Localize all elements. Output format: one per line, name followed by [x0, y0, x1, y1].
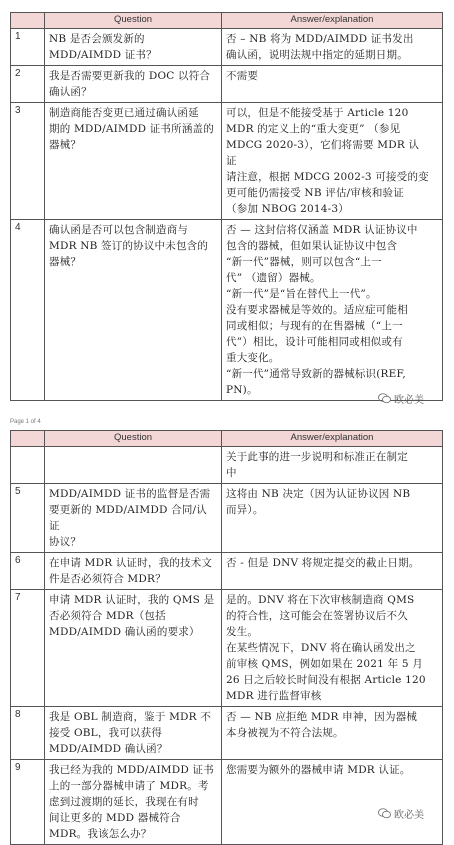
page-label: Page 1 of 4 — [10, 419, 41, 425]
question-cell — [45, 220, 222, 401]
watermark-text: 欧必美 — [394, 395, 424, 406]
answer-text: 前审核 QMS，例如如果在 2021 年 5 月 — [226, 658, 423, 670]
question-text: 制造商能否变更已通过确认函延 — [49, 107, 199, 119]
question-text: 确认函是否可以包含制造商与 — [49, 224, 189, 236]
question-cell — [45, 66, 222, 103]
answer-cell — [222, 553, 443, 590]
header-question: Question — [45, 431, 222, 447]
watermark — [378, 806, 424, 821]
row-number: 8 — [11, 707, 45, 760]
question-text: 件是否必须符合 MDR？ — [49, 573, 166, 585]
answer-cell — [222, 484, 443, 553]
answer-text: 这将由 NB 决定（因为认证协议因 NB — [226, 488, 411, 500]
answer-cell — [222, 66, 443, 103]
question-text: 器械？ — [49, 256, 82, 268]
question-text: 在申请 MDR 认证时，我的技术文 — [49, 557, 213, 569]
table-row — [11, 103, 443, 220]
row-number: 9 — [11, 760, 45, 845]
answer-text: MDR 进行监督审核 — [226, 690, 322, 702]
question-text: 期的 MDD/AIMDD 证书所涵盖的 — [49, 123, 214, 135]
answer-text: （参加 NBOG 2014-3） — [226, 203, 349, 215]
table-row — [11, 590, 443, 707]
watermark — [378, 391, 424, 406]
table-row — [11, 707, 443, 760]
answer-text: 是的。DNV 将在下次审核制造商 QMS — [226, 594, 415, 606]
row-number — [11, 447, 45, 484]
answer-text: 否 - 但是 DNV 将规定提交的截止日期。 — [226, 557, 420, 569]
answer-text: “新一代”器械，则可以包含“上一 — [226, 256, 382, 268]
answer-text: 确认函，说明法规中指定的延期日期。 — [226, 49, 408, 61]
answer-cell — [222, 760, 443, 845]
answer-text: 可以，但是不能接受基于 Article 120 — [226, 107, 409, 119]
answer-text: MDCG 2020-3），它们将需要 MDR 认 — [226, 139, 420, 151]
answer-text: 更可能仍需接受 NB 评估/审核和验证 — [226, 187, 404, 199]
header-answer: Answer/explanation — [222, 431, 443, 447]
question-cell — [45, 103, 222, 220]
header-num — [11, 431, 45, 447]
row-number: 4 — [11, 220, 45, 401]
header-question: Question — [45, 13, 222, 29]
answer-text: 26 日之后较长时间没有根据 Article 120 — [226, 674, 426, 686]
header-num — [11, 13, 45, 29]
qa-table-2 — [10, 430, 443, 845]
wechat-icon — [378, 808, 391, 819]
answer-text: 的符合性，这可能会在签署协议后不久 — [226, 610, 408, 622]
question-text: 器械？ — [49, 139, 82, 151]
question-cell — [45, 29, 222, 66]
question-text: MDD/AIMDD 证书的监督是否需 — [49, 488, 211, 500]
question-text: MDR。我该怎么办？ — [49, 828, 152, 840]
answer-text: 中 — [226, 467, 237, 479]
question-text: 申请 MDR 认证时，我的 QMS 是 — [49, 594, 215, 606]
answer-text: 不需要 — [226, 70, 259, 82]
answer-text: 关于此事的进一步说明和标准正在制定 — [226, 451, 408, 463]
question-text: MDD/AIMDD 证书？ — [49, 49, 157, 61]
question-text: MDD/AIMDD 确认函的要求） — [49, 626, 200, 638]
question-cell — [45, 707, 222, 760]
question-cell — [45, 760, 222, 845]
answer-text: “新一代”是“旨在替代上一代”。 — [226, 288, 377, 300]
qa-table-1 — [10, 12, 443, 401]
answer-text: 证 — [226, 155, 237, 167]
question-text: 虑到过渡期的延长，我现在有时 — [49, 796, 199, 808]
answer-text: 请注意，根据 MDCG 2002-3 可接受的变 — [226, 171, 429, 183]
answer-text: 否 – NB 将为 MDD/AIMDD 证书发出 — [226, 33, 414, 45]
table-row — [11, 447, 443, 484]
answer-text: 包含的器械，但如果认证协议中包含 — [226, 240, 398, 252]
table-header-row — [11, 431, 443, 447]
question-text: 否必须符合 MDR（包括 — [49, 610, 166, 622]
question-text: 上的一部分器械申请了 MDR。考 — [49, 780, 209, 792]
question-text: 协议？ — [49, 536, 82, 548]
answer-text: 本身被视为不符合法规。 — [226, 727, 344, 739]
answer-text: 否 — NB 应拒绝 MDR 申神，因为器械 — [226, 711, 418, 723]
answer-cell — [222, 29, 443, 66]
answer-text: 代” （遗留）器械。 — [226, 272, 321, 284]
row-number: 3 — [11, 103, 45, 220]
question-text: 接受 OBL，我可以获得 — [49, 727, 163, 739]
watermark-text: 欧必美 — [394, 810, 424, 821]
answer-text: 重大变化。 — [226, 352, 280, 364]
question-text: 我是否需要更新我的 DOC 以符合 — [49, 70, 211, 82]
row-number: 5 — [11, 484, 45, 553]
table-row — [11, 29, 443, 66]
question-text: MDD/AIMDD 确认函？ — [49, 743, 168, 755]
question-text: 要更新的 MDD/AIMDD 合同/认证 — [49, 504, 207, 532]
answer-text: “新一代”通常导致新的器械标识(REF, — [226, 368, 406, 380]
answer-text: 您需要为额外的器械申请 MDR 认证。 — [226, 764, 411, 776]
answer-cell — [222, 590, 443, 707]
answer-text: 发生。 — [226, 626, 259, 638]
answer-text: MDR 的定义上的“重大变更” （参见 — [226, 123, 401, 135]
table-row — [11, 760, 443, 845]
answer-cell — [222, 447, 443, 484]
row-number: 6 — [11, 553, 45, 590]
question-text: 我已经为我的 MDD/AIMDD 证书 — [49, 764, 214, 776]
answer-cell — [222, 707, 443, 760]
table-body — [11, 447, 443, 845]
answer-text: 而异）。 — [226, 504, 264, 516]
question-text: MDR NB 签订的协议中未包含的 — [49, 240, 209, 252]
header-answer: Answer/explanation — [222, 13, 443, 29]
answer-text: PN)。 — [226, 384, 258, 396]
answer-text: 在某些情况下，DNV 将在确认函发出之 — [226, 642, 416, 654]
table-row — [11, 553, 443, 590]
table-row — [11, 484, 443, 553]
row-number: 2 — [11, 66, 45, 103]
question-text: NB 是否会颁发新的 — [49, 33, 145, 45]
question-cell — [45, 553, 222, 590]
table-header-row — [11, 13, 443, 29]
question-cell — [45, 484, 222, 553]
table-row — [11, 66, 443, 103]
wechat-icon — [378, 393, 391, 404]
question-cell — [45, 590, 222, 707]
answer-text: 同或相似；与现有的在售器械（“上一 — [226, 320, 403, 332]
question-cell — [45, 447, 222, 484]
question-text: 间让更多的 MDD 器械符合 — [49, 812, 181, 824]
table-row — [11, 220, 443, 401]
row-number: 1 — [11, 29, 45, 66]
answer-cell — [222, 220, 443, 401]
answer-text: 没有要求器械是等效的。适应症可能相 — [226, 304, 408, 316]
answer-cell — [222, 103, 443, 220]
answer-text: 否 — 这封信将仅涵盖 MDR 认证协议中 — [226, 224, 418, 236]
table-body — [11, 29, 443, 401]
answer-text: 代”）相比，设计可能相同或相似或有 — [226, 336, 403, 348]
question-text: 我是 OBL 制造商，鉴于 MDR 不 — [49, 711, 212, 723]
question-text: 确认函？ — [49, 86, 92, 98]
row-number: 7 — [11, 590, 45, 707]
